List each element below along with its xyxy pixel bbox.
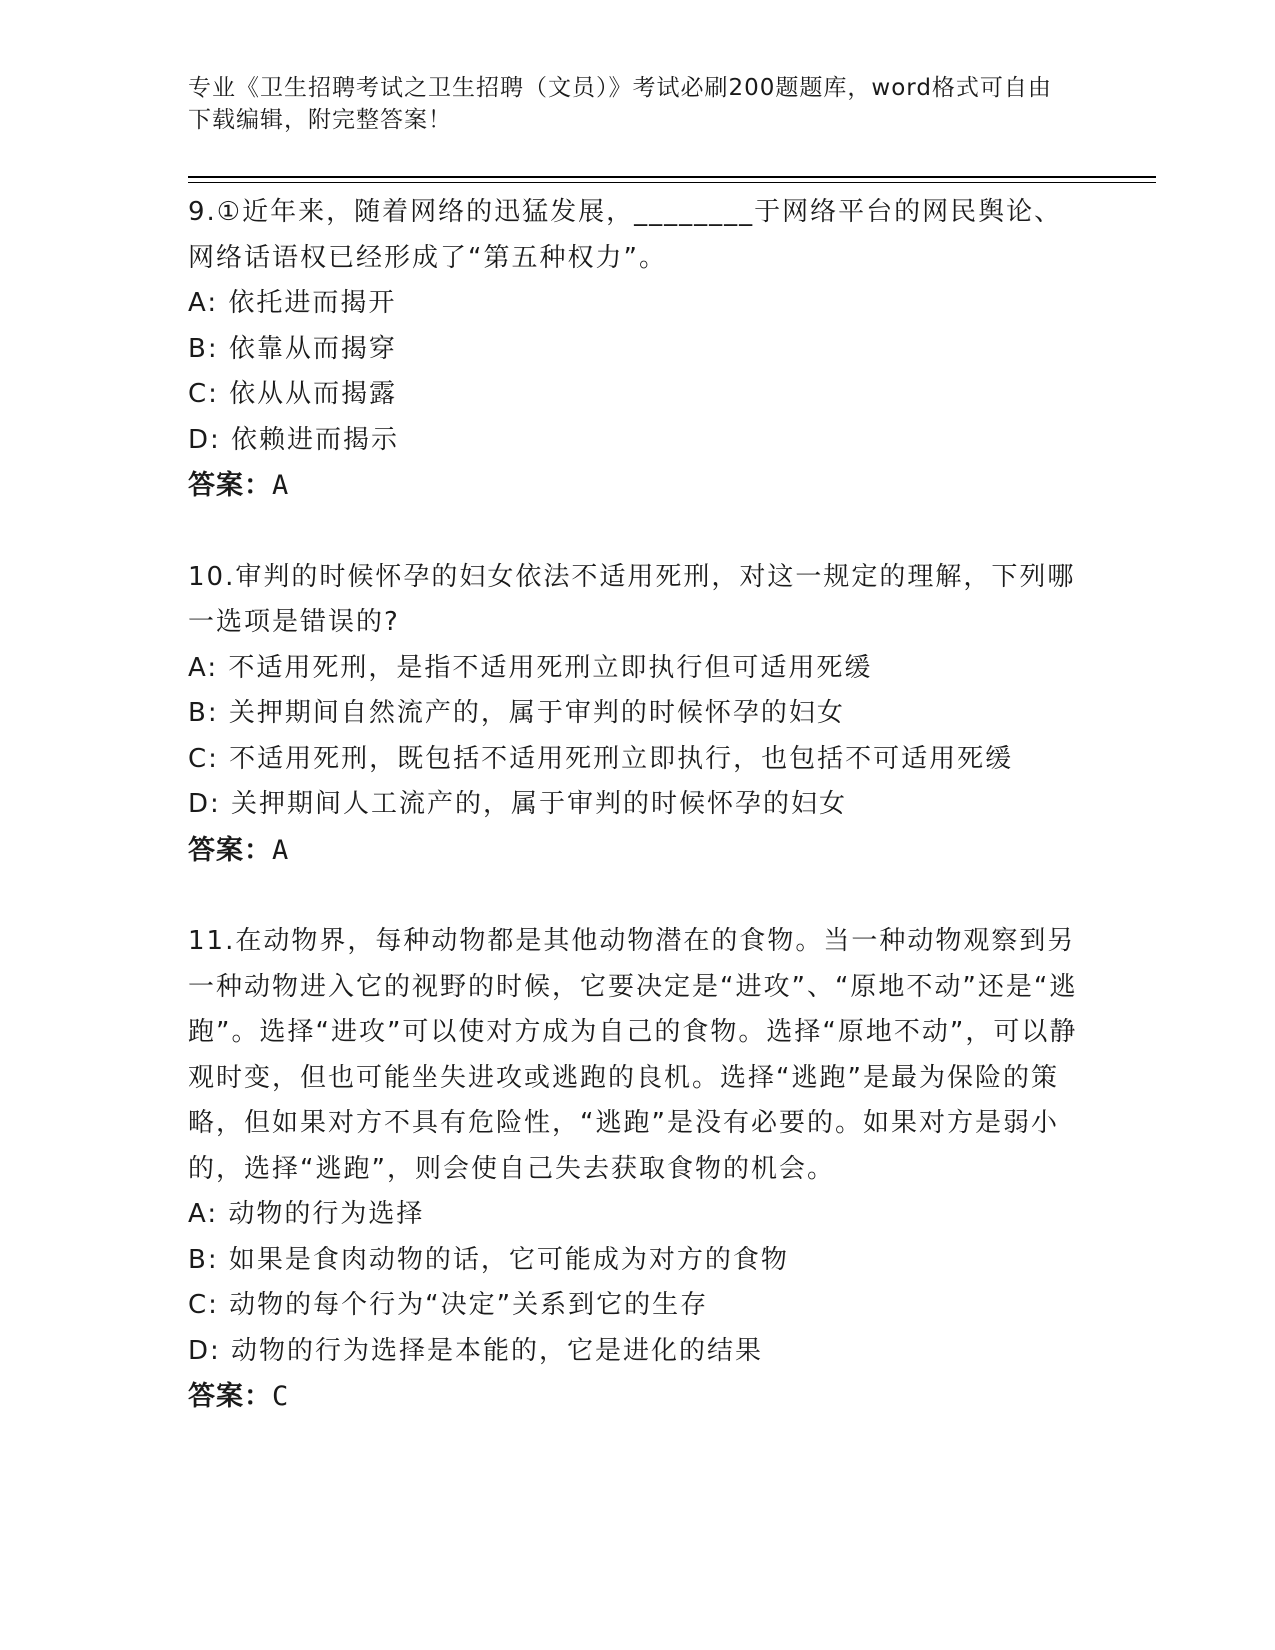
answer-label: 答案： xyxy=(188,834,272,866)
answer-value: A xyxy=(272,470,290,501)
answer-line xyxy=(188,828,1088,874)
question-11 xyxy=(188,919,1088,1420)
question-10 xyxy=(188,555,1088,874)
document-header: 专业《卫生招聘考试之卫生招聘（文员）》考试必刷200题题库，word格式可自由下载编辑，附完整答案！ xyxy=(188,75,1052,133)
answer-value: A xyxy=(272,834,290,866)
question-spacer xyxy=(188,509,1088,555)
option-a: A: 不适用死刑，是指不适用死刑立即执行但可适用死缓 xyxy=(188,652,873,683)
header-divider-thick xyxy=(188,176,1156,178)
question-stem: 11.在动物界，每种动物都是其他动物潜在的食物。当一种动物观察到另一种动物进入它的视野的时候，它要决定是“进攻”、“原地不动”还是“逃跑”。选择“进攻”可以使对方成为自己的食物。选择“原地不动”，可以静观时变，但也可能坐失进攻或逃跑的良机。选择“逃跑”是最为保险的策略，但如果对方不具有危险性，“逃跑”是没有必要的。如果对方是弱小的，选择“逃跑”，则会使自己失去获取食物的机会。 xyxy=(188,926,1078,1184)
option-d: D: 依赖进而揭示 xyxy=(188,424,400,455)
question-stem: 9.①近年来，随着网络的迅猛发展，________于网络平台的网民舆论、网络话语权已经形成了“第五种权力”。 xyxy=(188,197,1063,273)
question-spacer xyxy=(188,873,1088,919)
option-a: A: 依托进而揭开 xyxy=(188,288,397,318)
option-b: B: 依靠从而揭穿 xyxy=(188,333,397,364)
option-b: B: 如果是食肉动物的话，它可能成为对方的食物 xyxy=(188,1244,789,1275)
answer-line xyxy=(188,463,1088,509)
option-c: C: 不适用死刑，既包括不适用死刑立即执行，也包括不可适用死缓 xyxy=(188,743,1014,774)
answer-label: 答案： xyxy=(188,470,272,501)
option-d: D: 动物的行为选择是本能的，它是进化的结果 xyxy=(188,1335,764,1366)
question-stem: 10.审判的时候怀孕的妇女依法不适用死刑，对这一规定的理解，下列哪一选项是错误的? xyxy=(188,561,1076,637)
option-c: C: 动物的每个行为“决定”关系到它的生存 xyxy=(188,1290,709,1320)
option-c: C: 依从从而揭露 xyxy=(188,379,398,409)
option-a: A: 动物的行为选择 xyxy=(188,1199,425,1229)
question-list xyxy=(188,190,1088,1420)
answer-line xyxy=(188,1374,1088,1420)
header-divider-thin xyxy=(188,182,1156,183)
answer-label: 答案： xyxy=(188,1381,272,1412)
answer-value: C xyxy=(272,1381,290,1412)
option-d: D: 关押期间人工流产的，属于审判的时候怀孕的妇女 xyxy=(188,789,848,819)
question-9 xyxy=(188,190,1088,509)
option-b: B: 关押期间自然流产的，属于审判的时候怀孕的妇女 xyxy=(188,698,845,728)
